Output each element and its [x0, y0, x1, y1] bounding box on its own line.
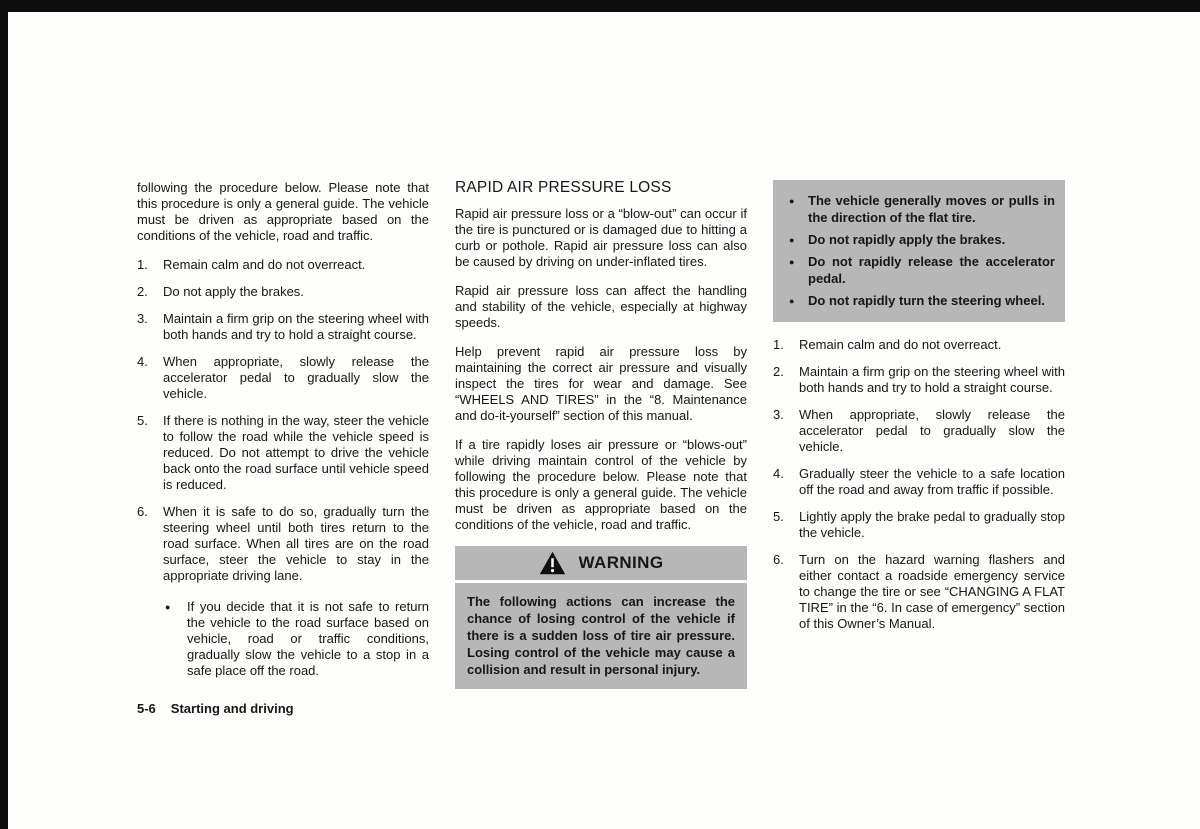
- warning-bullet: ● Do not rapidly apply the brakes.: [783, 231, 1055, 248]
- list-item: Remain calm and do not overreact.: [799, 337, 1002, 352]
- warning-header: [455, 546, 747, 580]
- list-item: Maintain a firm grip on the steering wheel with both hands and try to hold a straight course.: [163, 311, 429, 342]
- flat-tire-warning-box: [773, 180, 1065, 322]
- page-content: [137, 180, 1065, 689]
- list-item: When it is safe to do so, gradually turn the steering wheel until both tires return to the road surface. When all tires are on the road surface, steer the vehicle to stay in the appropriate driving lane.: [163, 504, 429, 583]
- paragraph: Rapid air pressure loss can affect the handling and stability of the vehicle, especially at highway speeds.: [455, 283, 747, 330]
- paragraph-intro: following the procedure below. Please note that this procedure is only a general guide. The vehicle must be driven as appropriate based on the conditions of the vehicle, road and traffic.: [137, 180, 429, 243]
- left-column: [137, 180, 429, 689]
- warning-bullet: ● Do not rapidly turn the steering wheel.: [783, 292, 1055, 309]
- list-item: Gradually steer the vehicle to a safe location off the road and away from traffic if possible.: [799, 466, 1065, 497]
- list-item: When appropriate, slowly release the accelerator pedal to gradually slow the vehicle.: [799, 407, 1065, 454]
- paragraph: Rapid air pressure loss or a “blow-out” can occur if the tire is punctured or is damaged due to hitting a curb or pothole. Rapid air pressure loss can also be caused by driving on under-inflated tires.: [455, 206, 747, 269]
- scan-edge-left: [0, 0, 8, 829]
- warning-body-text: The following actions can increase the chance of losing control of the vehicle if there is a sudden loss of tire air pressure. Losing control of the vehicle may cause a collision and result in personal injury.: [455, 583, 747, 689]
- page-number: 5-6: [137, 701, 156, 716]
- sub-bullet-note: ● If you decide that it is not safe to return the vehicle to the road surface based on vehicle, road or traffic conditions, gradually slow the vehicle to a stop in a safe place off the road.: [163, 599, 429, 679]
- flat-tire-steps: [773, 337, 1065, 632]
- list-item: Turn on the hazard warning flashers and either contact a roadside emergency service to change the tire or see “CHANGING A FLAT TIRE” in the “6. In case of emergency” section of this Owner’s Manual.: [799, 552, 1065, 631]
- warning-title: WARNING: [578, 553, 664, 572]
- right-column: [773, 180, 1065, 689]
- section-heading: RAPID AIR PRESSURE LOSS: [455, 179, 672, 196]
- paragraph: If a tire rapidly loses air pressure or “blows-out” while driving maintain control of the vehicle by following the procedure below. Please note that this procedure is only a general guide. The vehicle must be driven as appropriate based on the conditions of the vehicle, road and traffic.: [455, 437, 747, 532]
- list-item: Maintain a firm grip on the steering wheel with both hands and try to hold a straight course.: [799, 364, 1065, 395]
- warning-bullet: ● The vehicle generally moves or pulls in the direction of the flat tire.: [783, 192, 1055, 226]
- road-edge-recovery-steps: [137, 257, 429, 584]
- middle-column: [455, 180, 747, 689]
- list-item: If there is nothing in the way, steer the vehicle to follow the road while the vehicle speed is reduced. Do not attempt to drive the vehicle back onto the road surface until vehicle speed is reduced.: [163, 413, 429, 492]
- paragraph: Help prevent rapid air pressure loss by maintaining the correct air pressure and visually inspect the tires for wear and damage. See “WHEELS AND TIRES” in the “8. Maintenance and do-it-yourself” section of this manual.: [455, 344, 747, 423]
- list-item: Lightly apply the brake pedal to gradually stop the vehicle.: [799, 509, 1065, 540]
- list-item: When appropriate, slowly release the accelerator pedal to gradually slow the vehicle.: [163, 354, 429, 401]
- warning-box: [455, 546, 747, 689]
- page-footer: [137, 701, 294, 716]
- warning-triangle-icon: [539, 551, 566, 575]
- warning-bullet: ● Do not rapidly release the accelerator pedal.: [783, 253, 1055, 287]
- list-item: Remain calm and do not overreact.: [163, 257, 366, 272]
- scan-edge-top: [0, 0, 1200, 12]
- list-item: Do not apply the brakes.: [163, 284, 304, 299]
- footer-section-title: Starting and driving: [170, 701, 294, 716]
